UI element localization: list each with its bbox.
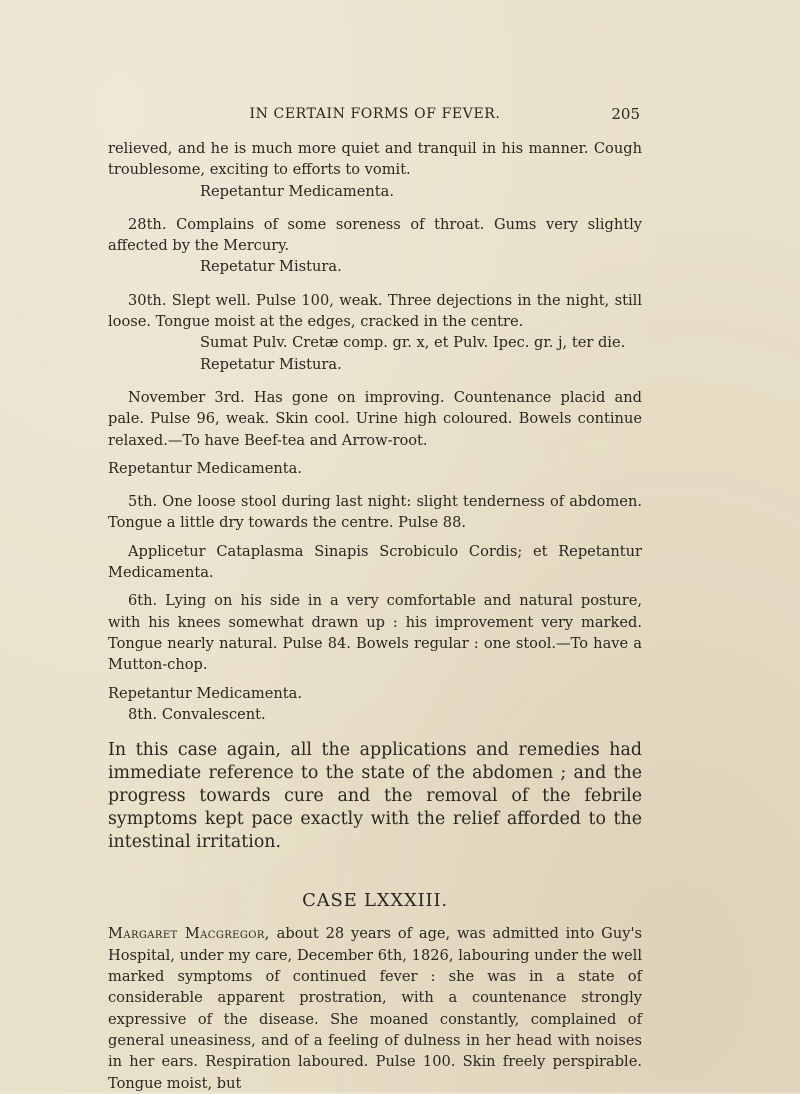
paragraph-30th: 30th. Slept well. Pulse 100, weak. Three dejections in the night, still loose. Tongue moist at the edges, cracked in the centre. [108,291,642,331]
paragraph-28th: 28th. Complains of some soreness of throat. Gums very slightly affected by the Mercury. [108,215,642,255]
prescription: Repetantur Medicamenta. [108,684,302,702]
prescription: Repetatur Mistura. [200,258,342,276]
patient-name: Margaret Macgregor, [108,925,270,943]
paragraph-6th: 6th. Lying on his side in a very comfortable and natural posture, with his knees somewhat drawn up : his improvement very marked. Tongue nearly natural. Pulse 84. Bowels regular : one stool.—To have a Mutton-chop. [108,592,642,674]
prescription: Repetantur Medicamenta. [108,459,302,477]
page-body [108,138,642,1094]
running-head [108,106,642,128]
prescription: Applicetur Cataplasma Sinapis Scrobiculo Cordis; et Repetantur Medicamenta. [108,542,642,582]
paragraph-continuation: relieved, and he is much more quiet and tranquil in his manner. Cough troublesome, exciting to efforts to vomit. [108,140,642,179]
prescription: Sumat Pulv. Cretæ comp. gr. x, et Pulv. Ipec. gr. j, ter die. [200,334,626,352]
page-number: 205 [611,105,640,123]
case-opening-paragraph [108,923,642,1093]
case-heading: CASE LXXXIII. [302,890,448,912]
paragraph-8th: 8th. Convalescent. [128,705,266,723]
case-summary: In this case again, all the applications and remedies had immediate reference to the state of the abdomen ; and the progress towards cure and the removal of the febrile symptoms kept pace exactly with the relief afforded to the intestinal irritation. [108,740,642,853]
paragraph-november-3rd: November 3rd. Has gone on improving. Countenance placid and pale. Pulse 96, weak. Skin cool. Urine high coloured. Bowels continue relaxed.—To have Beef-tea and Arrow-root. [108,388,642,449]
prescription: Repetatur Mistura. [200,355,342,373]
prescription: Repetantur Medicamenta. [200,182,394,200]
running-title: IN CERTAIN FORMS OF FEVER. [249,106,501,122]
paragraph-5th: 5th. One loose stool during last night: slight tenderness of abdomen. Tongue a little dry towards the centre. Pulse 88. [108,493,642,532]
case-opening-text: about 28 years of age, was admitted into Guy's Hospital, under my care, December 6th, 1826, labouring under the well marked symptoms of continued fever : she was in a state of considerable apparent prostration, with a countenance strongly expressive of the disease. She moaned constantly, complained of general uneasiness, and of a feeling of dulness in her head with noises in her ears. Respiration laboured. Pulse 100. Skin freely perspirable. Tongue moist, but [108,925,642,1092]
